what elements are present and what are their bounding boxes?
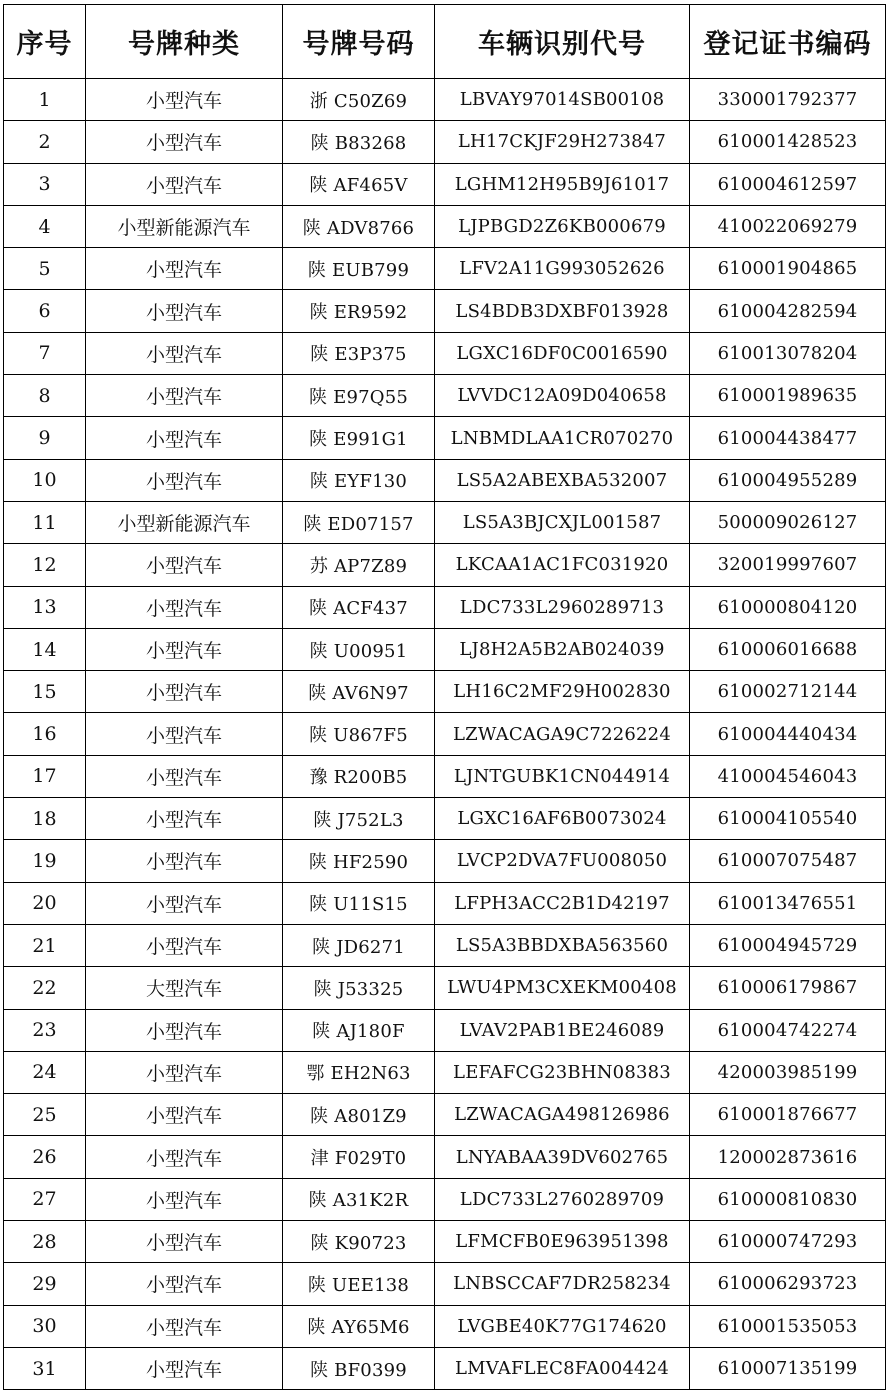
cell-vin: LGXC16AF6B0073024 — [435, 798, 690, 840]
cell-plate-number: 陕 AV6N97 — [283, 671, 435, 713]
cell-serial-number: 31 — [4, 1347, 86, 1389]
cell-plate-number: 陕 HF2590 — [283, 840, 435, 882]
table-row — [4, 1136, 886, 1178]
cell-plate-type: 小型汽车 — [86, 375, 283, 417]
table-row — [4, 798, 886, 840]
cell-serial-number: 3 — [4, 163, 86, 205]
cell-plate-type: 小型汽车 — [86, 417, 283, 459]
cell-serial-number: 14 — [4, 628, 86, 670]
cell-plate-number: 陕 B83268 — [283, 121, 435, 163]
cell-serial-number: 16 — [4, 713, 86, 755]
cell-serial-number: 17 — [4, 755, 86, 797]
cell-plate-type: 小型汽车 — [86, 248, 283, 290]
table-row — [4, 375, 886, 417]
cell-registration-certificate: 610002712144 — [690, 671, 886, 713]
cell-registration-certificate: 610004945729 — [690, 924, 886, 966]
cell-registration-certificate: 610000804120 — [690, 586, 886, 628]
table-row — [4, 332, 886, 374]
table-row — [4, 163, 886, 205]
cell-registration-certificate: 610001989635 — [690, 375, 886, 417]
cell-serial-number: 1 — [4, 79, 86, 121]
cell-plate-type: 小型汽车 — [86, 459, 283, 501]
cell-vin: LBVAY97014SB00108 — [435, 79, 690, 121]
cell-plate-type: 小型汽车 — [86, 1094, 283, 1136]
cell-registration-certificate: 610001535053 — [690, 1305, 886, 1347]
cell-registration-certificate: 610001428523 — [690, 121, 886, 163]
table-row — [4, 1263, 886, 1305]
cell-registration-certificate: 610006293723 — [690, 1263, 886, 1305]
cell-plate-type: 小型汽车 — [86, 1178, 283, 1220]
document-page — [3, 4, 885, 1390]
cell-serial-number: 28 — [4, 1221, 86, 1263]
table-row — [4, 1347, 886, 1389]
cell-vin: LS5A2ABEXBA532007 — [435, 459, 690, 501]
cell-vin: LZWACAGA498126986 — [435, 1094, 690, 1136]
cell-plate-number: 豫 R200B5 — [283, 755, 435, 797]
cell-vin: LMVAFLEC8FA004424 — [435, 1347, 690, 1389]
cell-plate-number: 津 F029T0 — [283, 1136, 435, 1178]
cell-vin: LJ8H2A5B2AB024039 — [435, 628, 690, 670]
cell-registration-certificate: 610004440434 — [690, 713, 886, 755]
cell-serial-number: 6 — [4, 290, 86, 332]
cell-registration-certificate: 330001792377 — [690, 79, 886, 121]
table-row — [4, 924, 886, 966]
cell-vin: LNYABAA39DV602765 — [435, 1136, 690, 1178]
cell-serial-number: 26 — [4, 1136, 86, 1178]
cell-plate-type: 小型汽车 — [86, 713, 283, 755]
cell-vin: LEFAFCG23BHN08383 — [435, 1051, 690, 1093]
cell-vin: LVVDC12A09D040658 — [435, 375, 690, 417]
cell-registration-certificate: 610006179867 — [690, 967, 886, 1009]
cell-vin: LJPBGD2Z6KB000679 — [435, 205, 690, 247]
cell-registration-certificate: 410022069279 — [690, 205, 886, 247]
cell-plate-number: 陕 AF465V — [283, 163, 435, 205]
header-plate-type: 号牌种类 — [86, 5, 283, 79]
cell-serial-number: 4 — [4, 205, 86, 247]
table-row — [4, 840, 886, 882]
cell-vin: LWU4PM3CXEKM00408 — [435, 967, 690, 1009]
cell-serial-number: 24 — [4, 1051, 86, 1093]
cell-registration-certificate: 610004438477 — [690, 417, 886, 459]
cell-serial-number: 25 — [4, 1094, 86, 1136]
cell-registration-certificate: 610000810830 — [690, 1178, 886, 1220]
cell-plate-number: 陕 ED07157 — [283, 501, 435, 543]
cell-vin: LNBSCCAF7DR258234 — [435, 1263, 690, 1305]
cell-serial-number: 11 — [4, 501, 86, 543]
cell-plate-number: 陕 EYF130 — [283, 459, 435, 501]
cell-serial-number: 15 — [4, 671, 86, 713]
cell-plate-number: 陕 U867F5 — [283, 713, 435, 755]
table-row — [4, 671, 886, 713]
cell-registration-certificate: 410004546043 — [690, 755, 886, 797]
table-row — [4, 248, 886, 290]
cell-registration-certificate: 610001876677 — [690, 1094, 886, 1136]
cell-vin: LGXC16DF0C0016590 — [435, 332, 690, 374]
table-row — [4, 290, 886, 332]
cell-serial-number: 12 — [4, 544, 86, 586]
table-row — [4, 1009, 886, 1051]
cell-registration-certificate: 610001904865 — [690, 248, 886, 290]
cell-serial-number: 21 — [4, 924, 86, 966]
cell-registration-certificate: 120002873616 — [690, 1136, 886, 1178]
cell-vin: LFPH3ACC2B1D42197 — [435, 882, 690, 924]
cell-serial-number: 18 — [4, 798, 86, 840]
cell-serial-number: 27 — [4, 1178, 86, 1220]
cell-plate-type: 小型汽车 — [86, 798, 283, 840]
cell-plate-number: 苏 AP7Z89 — [283, 544, 435, 586]
cell-registration-certificate: 610006016688 — [690, 628, 886, 670]
table-row — [4, 1305, 886, 1347]
cell-vin: LH17CKJF29H273847 — [435, 121, 690, 163]
cell-vin: LJNTGUBK1CN044914 — [435, 755, 690, 797]
cell-vin: LVAV2PAB1BE246089 — [435, 1009, 690, 1051]
cell-plate-number: 陕 JD6271 — [283, 924, 435, 966]
vehicle-registry-table — [3, 4, 886, 1390]
table-row — [4, 967, 886, 1009]
cell-plate-number: 陕 A801Z9 — [283, 1094, 435, 1136]
cell-plate-type: 小型汽车 — [86, 544, 283, 586]
table-row — [4, 501, 886, 543]
cell-plate-number: 陕 ADV8766 — [283, 205, 435, 247]
cell-vin: LS4BDB3DXBF013928 — [435, 290, 690, 332]
cell-serial-number: 10 — [4, 459, 86, 501]
table-row — [4, 205, 886, 247]
header-registration-certificate: 登记证书编码 — [690, 5, 886, 79]
cell-plate-number: 陕 AJ180F — [283, 1009, 435, 1051]
cell-plate-type: 大型汽车 — [86, 967, 283, 1009]
cell-plate-number: 浙 C50Z69 — [283, 79, 435, 121]
cell-plate-number: 陕 U00951 — [283, 628, 435, 670]
cell-plate-number: 陕 EUB799 — [283, 248, 435, 290]
cell-vin: LH16C2MF29H002830 — [435, 671, 690, 713]
cell-registration-certificate: 610007135199 — [690, 1347, 886, 1389]
cell-registration-certificate: 610013078204 — [690, 332, 886, 374]
table-row — [4, 586, 886, 628]
cell-plate-number: 陕 U11S15 — [283, 882, 435, 924]
cell-serial-number: 7 — [4, 332, 86, 374]
cell-registration-certificate: 610007075487 — [690, 840, 886, 882]
table-row — [4, 882, 886, 924]
cell-serial-number: 22 — [4, 967, 86, 1009]
table-row — [4, 417, 886, 459]
cell-plate-type: 小型新能源汽车 — [86, 501, 283, 543]
cell-registration-certificate: 610000747293 — [690, 1221, 886, 1263]
cell-plate-number: 陕 J53325 — [283, 967, 435, 1009]
table-row — [4, 1094, 886, 1136]
cell-plate-type: 小型汽车 — [86, 671, 283, 713]
cell-plate-number: 陕 K90723 — [283, 1221, 435, 1263]
cell-plate-type: 小型汽车 — [86, 332, 283, 374]
cell-plate-type: 小型汽车 — [86, 586, 283, 628]
cell-vin: LVCP2DVA7FU008050 — [435, 840, 690, 882]
cell-vin: LS5A3BBDXBA563560 — [435, 924, 690, 966]
table-row — [4, 79, 886, 121]
cell-plate-number: 陕 E3P375 — [283, 332, 435, 374]
cell-vin: LDC733L2960289713 — [435, 586, 690, 628]
table-body — [4, 79, 886, 1390]
cell-plate-type: 小型汽车 — [86, 290, 283, 332]
cell-plate-type: 小型汽车 — [86, 840, 283, 882]
cell-vin: LGHM12H95B9J61017 — [435, 163, 690, 205]
cell-plate-type: 小型新能源汽车 — [86, 205, 283, 247]
table-row — [4, 628, 886, 670]
cell-vin: LVGBE40K77G174620 — [435, 1305, 690, 1347]
table-row — [4, 755, 886, 797]
table-row — [4, 459, 886, 501]
cell-plate-number: 陕 J752L3 — [283, 798, 435, 840]
cell-vin: LDC733L2760289709 — [435, 1178, 690, 1220]
cell-plate-number: 陕 E991G1 — [283, 417, 435, 459]
cell-plate-type: 小型汽车 — [86, 1305, 283, 1347]
cell-plate-type: 小型汽车 — [86, 1347, 283, 1389]
cell-vin: LS5A3BJCXJL001587 — [435, 501, 690, 543]
cell-plate-type: 小型汽车 — [86, 628, 283, 670]
cell-registration-certificate: 500009026127 — [690, 501, 886, 543]
cell-registration-certificate: 320019997607 — [690, 544, 886, 586]
cell-plate-number: 陕 AY65M6 — [283, 1305, 435, 1347]
cell-registration-certificate: 610004955289 — [690, 459, 886, 501]
header-serial-number: 序号 — [4, 5, 86, 79]
cell-serial-number: 29 — [4, 1263, 86, 1305]
cell-plate-number: 陕 BF0399 — [283, 1347, 435, 1389]
cell-registration-certificate: 610004612597 — [690, 163, 886, 205]
cell-serial-number: 9 — [4, 417, 86, 459]
table-row — [4, 713, 886, 755]
cell-serial-number: 20 — [4, 882, 86, 924]
cell-serial-number: 13 — [4, 586, 86, 628]
cell-registration-certificate: 610004282594 — [690, 290, 886, 332]
table-row — [4, 1178, 886, 1220]
header-vin: 车辆识别代号 — [435, 5, 690, 79]
cell-plate-number: 陕 UEE138 — [283, 1263, 435, 1305]
header-plate-number: 号牌号码 — [283, 5, 435, 79]
cell-registration-certificate: 610004105540 — [690, 798, 886, 840]
cell-vin: LNBMDLAA1CR070270 — [435, 417, 690, 459]
cell-plate-number: 陕 ER9592 — [283, 290, 435, 332]
cell-serial-number: 19 — [4, 840, 86, 882]
cell-plate-type: 小型汽车 — [86, 1009, 283, 1051]
cell-vin: LFMCFB0E963951398 — [435, 1221, 690, 1263]
cell-plate-type: 小型汽车 — [86, 755, 283, 797]
cell-plate-type: 小型汽车 — [86, 1263, 283, 1305]
cell-plate-type: 小型汽车 — [86, 1051, 283, 1093]
cell-registration-certificate: 610004742274 — [690, 1009, 886, 1051]
cell-plate-type: 小型汽车 — [86, 121, 283, 163]
table-row — [4, 1221, 886, 1263]
cell-serial-number: 8 — [4, 375, 86, 417]
cell-plate-number: 鄂 EH2N63 — [283, 1051, 435, 1093]
cell-vin: LZWACAGA9C7226224 — [435, 713, 690, 755]
cell-plate-number: 陕 A31K2R — [283, 1178, 435, 1220]
cell-registration-certificate: 610013476551 — [690, 882, 886, 924]
cell-serial-number: 23 — [4, 1009, 86, 1051]
table-row — [4, 121, 886, 163]
cell-vin: LKCAA1AC1FC031920 — [435, 544, 690, 586]
cell-serial-number: 30 — [4, 1305, 86, 1347]
table-row — [4, 544, 886, 586]
cell-plate-type: 小型汽车 — [86, 1221, 283, 1263]
cell-plate-number: 陕 E97Q55 — [283, 375, 435, 417]
cell-plate-type: 小型汽车 — [86, 1136, 283, 1178]
cell-plate-type: 小型汽车 — [86, 79, 283, 121]
cell-vin: LFV2A11G993052626 — [435, 248, 690, 290]
table-row — [4, 1051, 886, 1093]
cell-plate-number: 陕 ACF437 — [283, 586, 435, 628]
cell-plate-type: 小型汽车 — [86, 163, 283, 205]
cell-serial-number: 5 — [4, 248, 86, 290]
cell-serial-number: 2 — [4, 121, 86, 163]
table-header-row — [4, 5, 886, 79]
cell-registration-certificate: 420003985199 — [690, 1051, 886, 1093]
cell-plate-type: 小型汽车 — [86, 882, 283, 924]
cell-plate-type: 小型汽车 — [86, 924, 283, 966]
